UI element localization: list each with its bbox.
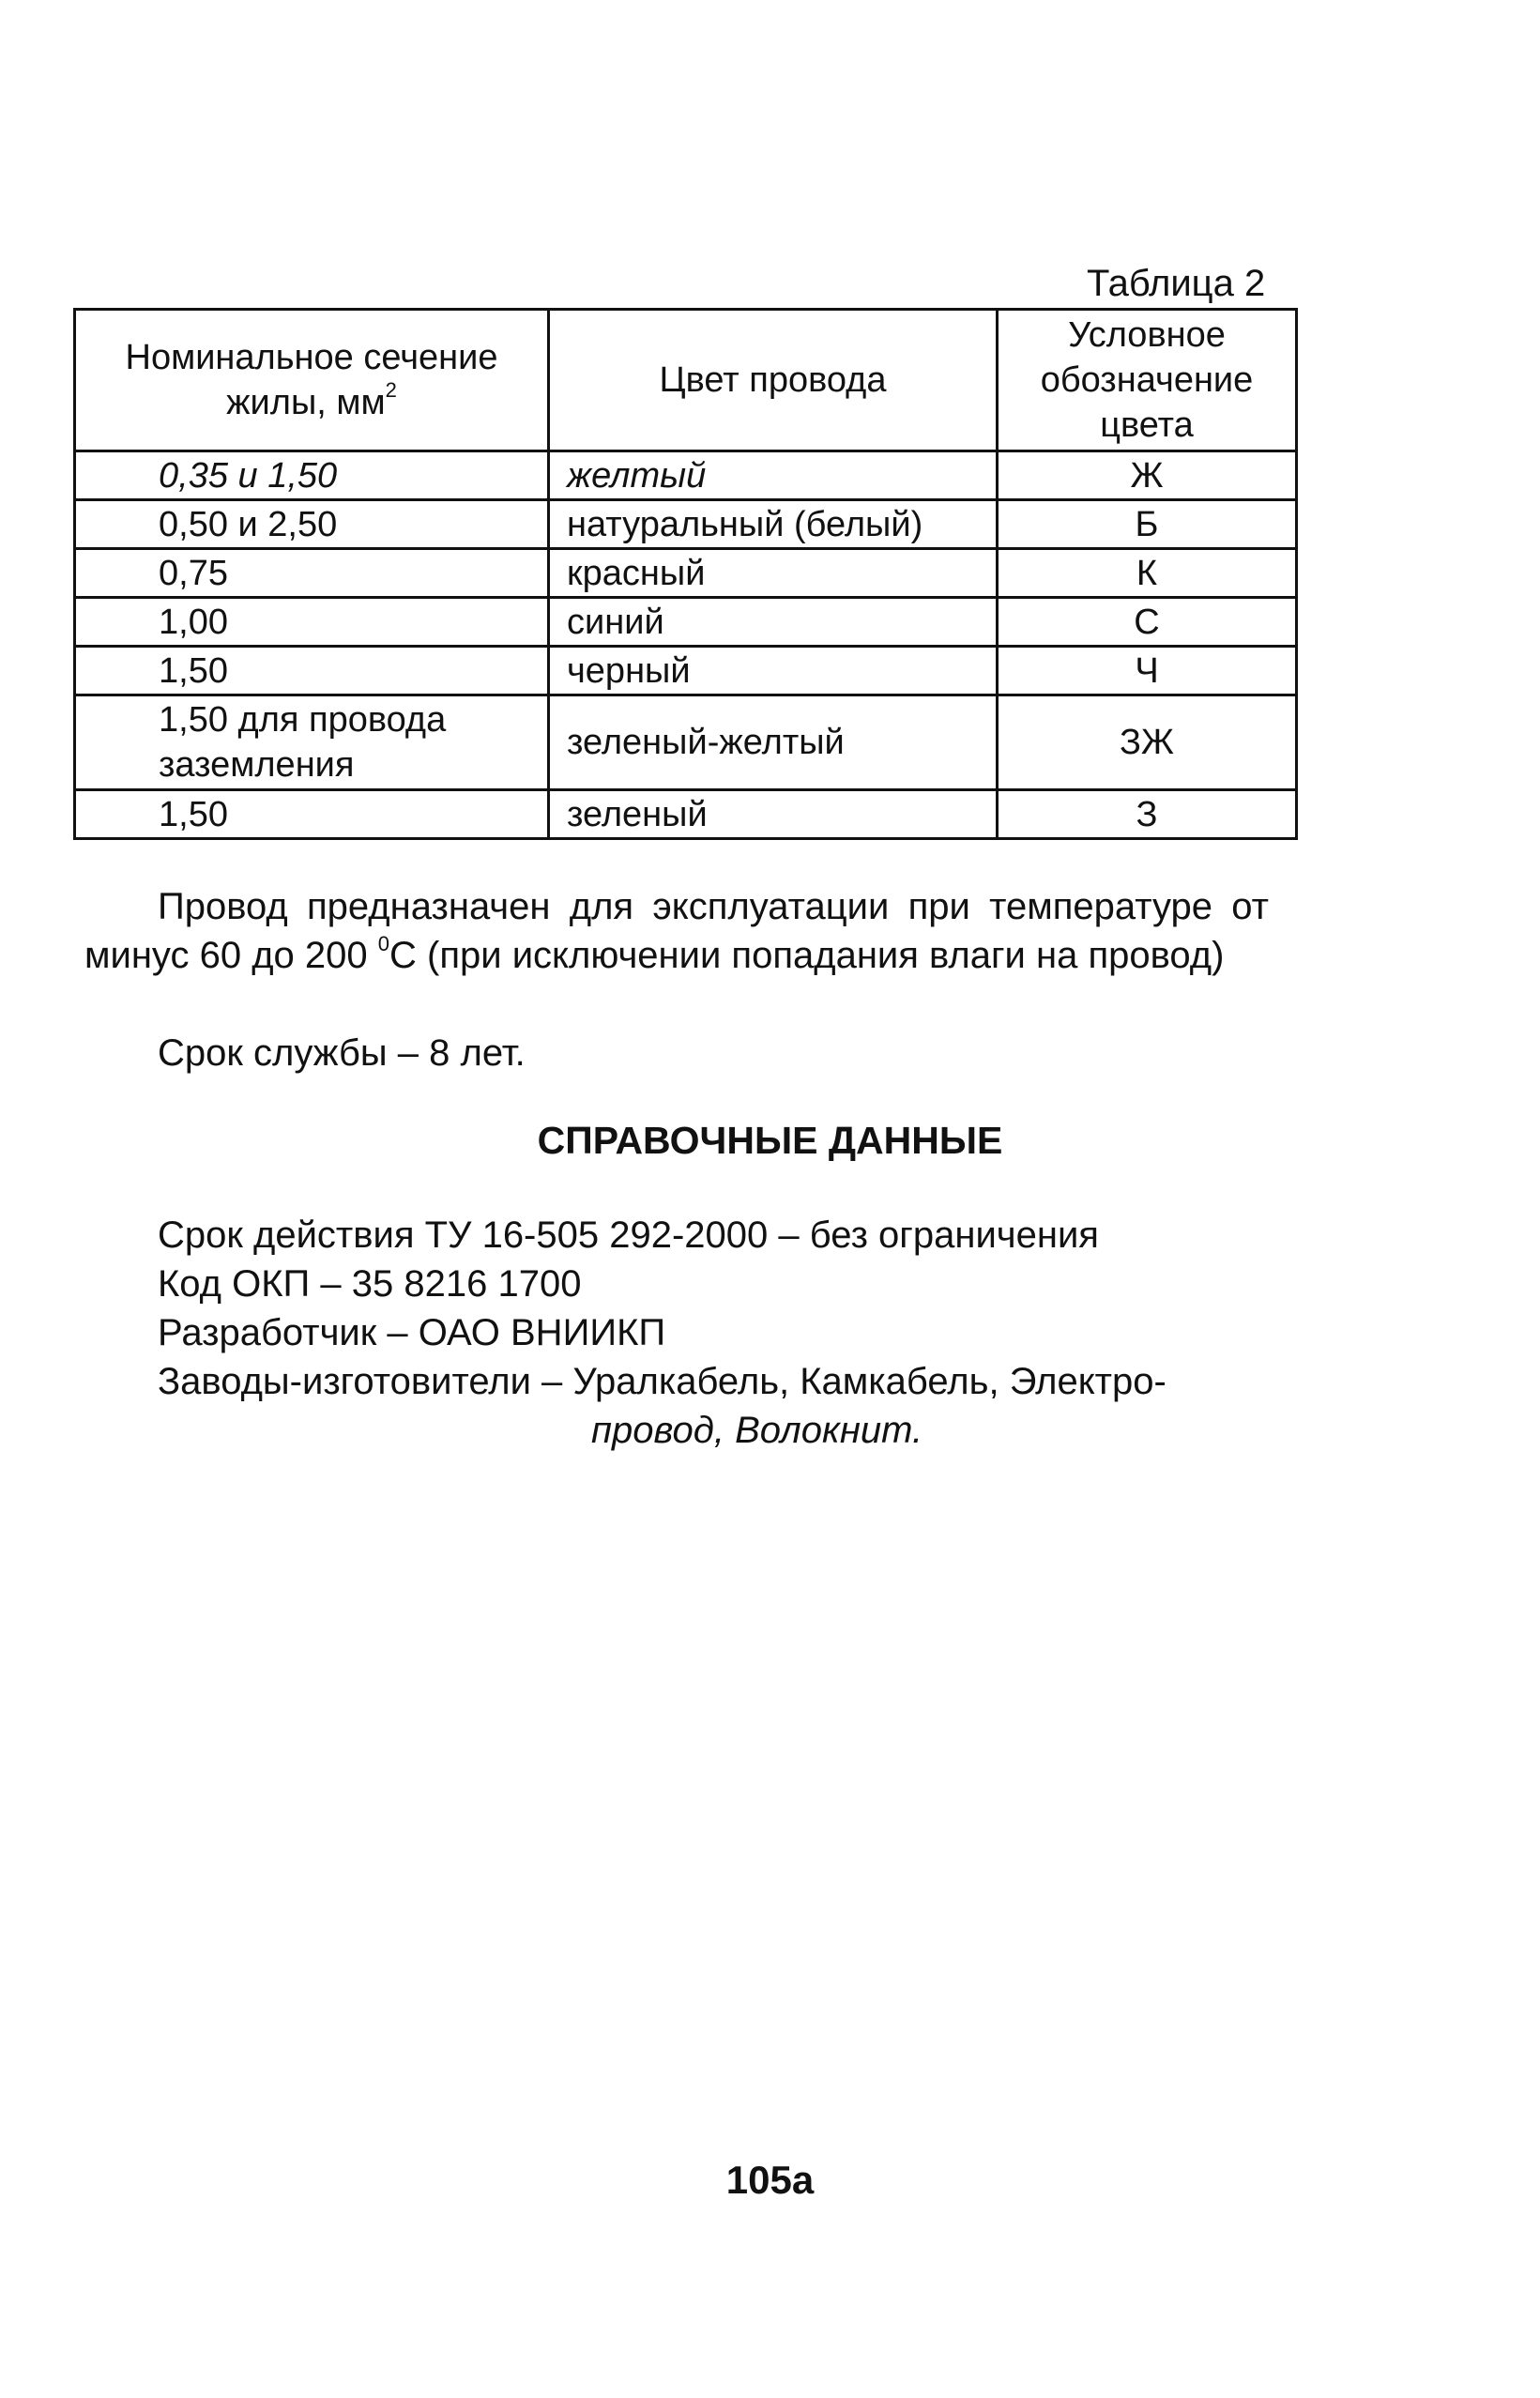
cell-code: Б: [998, 500, 1297, 549]
manufacturers-line: Заводы-изготовители – Уралкабель, Камкабель, Электро-: [158, 1361, 1166, 1402]
cell-color: зеленый: [549, 790, 998, 839]
table-caption: Таблица 2: [1087, 263, 1266, 304]
okp-code-line: Код ОКП – 35 8216 1700: [158, 1263, 582, 1305]
cell-section: 0,50 и 2,50: [75, 500, 549, 549]
cell-section: 1,50 для провода заземления: [75, 695, 549, 790]
cell-color: зеленый-желтый: [549, 695, 998, 790]
cell-color: желтый: [549, 451, 998, 500]
table-row: [75, 790, 1297, 839]
wire-color-table: [73, 308, 1298, 840]
cell-color: натуральный (белый): [549, 500, 998, 549]
developer-line: Разработчик – ОАО ВНИИКП: [158, 1312, 666, 1353]
cell-code: З: [998, 790, 1297, 839]
validity-line: Срок действия ТУ 16-505 292-2000 – без ограничения: [158, 1214, 1099, 1256]
page-number: 105а: [725, 2158, 815, 2202]
cell-section: 0,35 и 1,50: [75, 451, 549, 500]
table-row: [75, 647, 1297, 695]
cell-code: Ч: [998, 647, 1297, 695]
table-row: [75, 695, 1297, 790]
degree-superscript: 0: [377, 931, 390, 955]
operating-conditions-paragraph: Провод предназначен для эксплуатации при температуре от минус 60 до 200 $^0$С (при исключении попадания влаги на провод): [84, 886, 1269, 976]
header-unit-superscript: 2: [385, 378, 397, 403]
service-life-line: Срок службы – 8 лет.: [158, 1032, 526, 1074]
cell-color: черный: [549, 647, 998, 695]
table-row: [75, 549, 1297, 598]
header-color-code: Условное обозначение цвета: [998, 310, 1297, 451]
cell-code: ЗЖ: [998, 695, 1297, 790]
cell-section: 1,50: [75, 647, 549, 695]
cell-section: 1,00: [75, 598, 549, 647]
table-row: [75, 500, 1297, 549]
cell-section: 1,50: [75, 790, 549, 839]
table-row: [75, 451, 1297, 500]
header-nominal-section: Номинальное сечение жилы, $мм^2$: [75, 310, 549, 451]
table-header-row: [75, 310, 1297, 451]
header-wire-color: Цвет провода: [549, 310, 998, 451]
cell-code: К: [998, 549, 1297, 598]
section-title: СПРАВОЧНЫЕ ДАННЫЕ: [537, 1119, 1003, 1162]
table-row: [75, 598, 1297, 647]
cell-code: Ж: [998, 451, 1297, 500]
cell-section: 0,75: [75, 549, 549, 598]
cell-code: С: [998, 598, 1297, 647]
cell-color: синий: [549, 598, 998, 647]
cell-color: красный: [549, 549, 998, 598]
manufacturers-line-continuation: провод, Волокнит.: [591, 1410, 923, 1451]
